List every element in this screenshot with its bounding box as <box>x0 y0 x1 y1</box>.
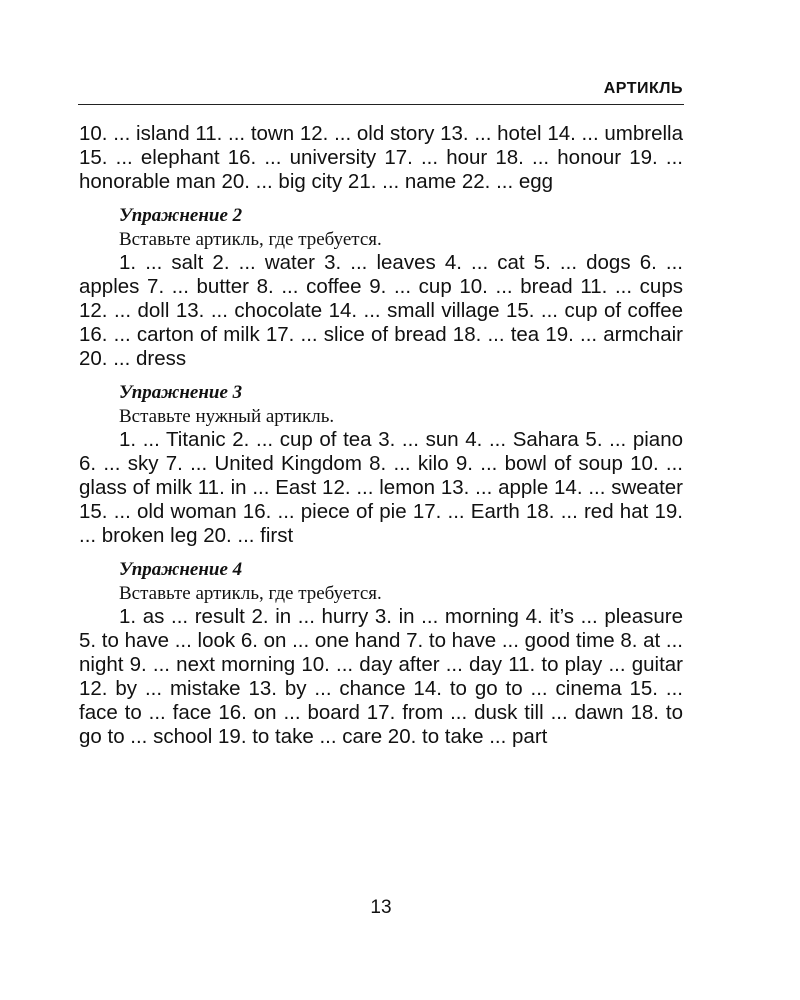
header-divider <box>78 104 684 105</box>
exercise-items: 1. as ... result 2. in ... hurry 3. in ... morning 4. it’s ... pleasure 5. to have ... look 6. on ... one hand 7. to have ... good time 8. at ... night 9. ... next morning 10. ... day after ... day 11. to play ... guitar 12. by ... mistake 13. by ... chance 14. to go to ... cinema 15. ... face to ... face 16. on ... board 17. from ... dusk till ... dawn 18. to go to ... school 19. to take ... care 20. to take ... part <box>79 605 683 748</box>
exercise-title: Упражнение 3 <box>119 382 243 403</box>
exercise-instruction: Вставьте артикль, где требуется. <box>119 229 382 250</box>
intro-exercise-items: 10. ... island 11. ... town 12. ... old story 13. ... hotel 14. ... umbrella 15. ... elephant 16. ... university 17. ... hour 18. ... honour 19. ... honorable man 20. ... big city 21. ... name 22. ... egg <box>79 122 683 193</box>
exercise-title: Упражнение 2 <box>119 205 243 226</box>
exercise-items: 1. ... salt 2. ... water 3. ... leaves 4. ... cat 5. ... dogs 6. ... apples 7. ... butter 8. ... coffee 9. ... cup 10. ... bread 11. ... cups 12. ... doll 13. ... chocolate 14. ... small village 15. ... cup of coffee 16. ... carton of milk 17. ... slice of bread 18. ... tea 19. ... armchair 20. ... dress <box>79 251 683 370</box>
exercise-2 <box>79 205 683 371</box>
page-content <box>79 122 683 749</box>
page-number: 13 <box>370 897 392 918</box>
exercise-title: Упражнение 4 <box>119 559 243 580</box>
exercise-instruction: Вставьте артикль, где требуется. <box>119 583 382 604</box>
exercise-items: 1. ... Titanic 2. ... cup of tea 3. ... sun 4. ... Sahara 5. ... piano 6. ... sky 7. ... United Kingdom 8. ... kilo 9. ... bowl of soup 10. ... glass of milk 11. in ... East 12. ... lemon 13. ... apple 14. ... sweater 15. ... old woman 16. ... piece of pie 17. ... Earth 18. ... red hat 19. ... broken leg 20. ... first <box>79 428 683 547</box>
exercise-instruction: Вставьте нужный артикль. <box>119 406 335 427</box>
running-header: АРТИКЛЬ <box>603 80 683 97</box>
exercise-3 <box>79 382 683 548</box>
exercise-4 <box>79 559 683 749</box>
